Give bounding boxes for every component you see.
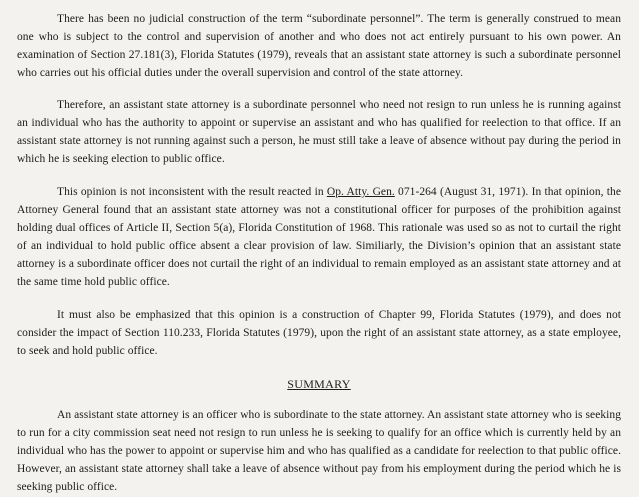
citation-op-atty-gen: Op. Atty. Gen.: [326, 186, 395, 198]
paragraph-attorney-general-opinion: [17, 183, 621, 291]
paragraph-3-body: 071-264 (August 31, 1971). In that opinion, the Attorney General found that an assistant state attorney was not a constitutional officer for purposes of the prohibition against holding dual offices of Article II, Section 5(a), Florida Constitution of 1968. This rationale was used so as not to curtail the right of an individual to hold public office absent a clear provision of law. Similiarly, the Division’s opinion that an assistant state attorney is a subordinate officer does not curtail the right of an individual to remain employed as an assistant state attorney and at the same time hold public office.: [17, 186, 621, 288]
summary-heading: SUMMARY: [287, 377, 351, 391]
summary-paragraph: An assistant state attorney is an officer who is subordinate to the state attorney. An assistant state attorney who is seeking to run for a city commission seat need not resign to run unless he is seeking to qualify for an office which is currently held by an individual who has the power to appoint or supervise him and who has qualified as a candidate for reelection to that public office. However, an assistant state attorney shall take a leave of absence without pay from his employment during the period which he is seeking public office.: [17, 409, 621, 493]
paragraph-subordinate-personnel: There has been no judicial construction of the term “subordinate personnel”. The term is generally construed to mean one who is subject to the control and supervision of another and who does not act entirely pursuant to his own power. An examination of Section 27.181(3), Florida Statutes (1979), reveals that an assistant state attorney is such a subordinate personnel who carries out his official duties under the overall supervision and control of the state attorney.: [17, 13, 621, 79]
summary-heading-container: [17, 373, 621, 392]
paragraph-3-intro: This opinion is not inconsistent with the result reacted in: [57, 186, 327, 198]
paragraph-chapter-99: It must also be emphasized that this opinion is a construction of Chapter 99, Florida Statutes (1979), and does not consider the impact of Section 110.233, Florida Statutes (1979), upon the right of an assistant state attorney, as a state employee, to seek and hold public office.: [17, 309, 621, 357]
paragraph-resign-to-run: Therefore, an assistant state attorney is a subordinate personnel who need not resign to run unless he is running against an individual who has the authority to appoint or supervise an assistant and who has qualified for reelection to that office. If an assistant state attorney is not running against such a person, he must still take a leave of absence without pay during the period in which he is seeking election to public office.: [17, 99, 621, 165]
